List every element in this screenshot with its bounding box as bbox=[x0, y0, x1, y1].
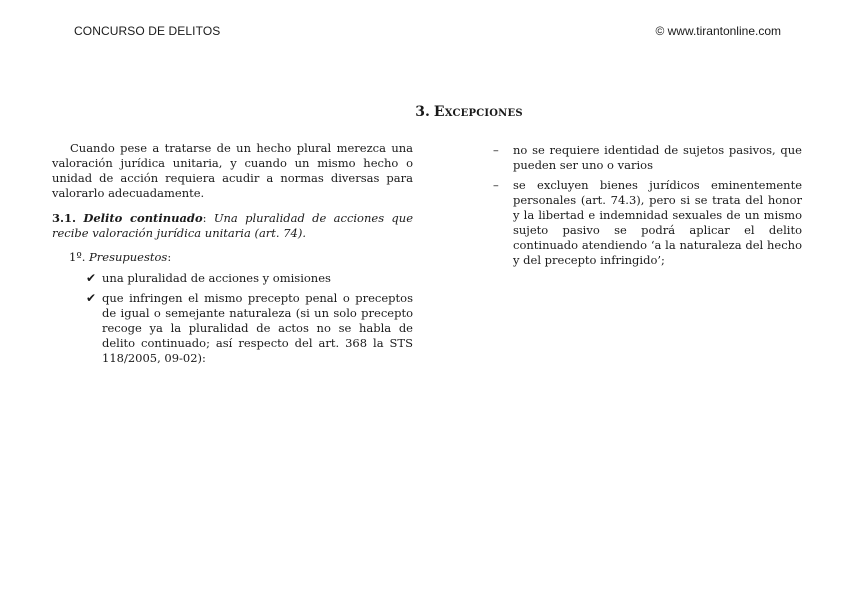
left-column bbox=[52, 141, 413, 371]
list-item-text: no se requiere identidad de sujetos pasivos, que pueden ser uno o varios bbox=[513, 143, 802, 172]
list-item bbox=[493, 178, 802, 268]
dash-bullet: – bbox=[493, 178, 499, 192]
presupuestos-ordinal: 1º. bbox=[69, 250, 86, 264]
section-title: Excepciones bbox=[433, 104, 523, 120]
running-header-copyright: © www.tirantonline.com bbox=[655, 24, 781, 38]
list-item bbox=[493, 143, 802, 173]
list-item bbox=[86, 271, 413, 286]
section-number: 3. bbox=[415, 104, 430, 120]
intro-paragraph: Cuando pese a tratarse de un hecho plural merezca una valoración jurídica unitaria, y cuando un mismo hecho o unidad de acción requiera acudir a normas diversas para valorarlo adecuadamente. bbox=[52, 141, 413, 200]
running-header-title: CONCURSO DE DELITOS bbox=[74, 24, 221, 38]
subsection-number: 3.1. bbox=[52, 211, 77, 225]
list-item-text: que infringen el mismo precepto penal o preceptos de igual o semejante naturaleza (si un solo precepto recoge ya la pluralidad de actos no se habla de delito continuado; así respecto del art. 368 la STS 118/2005, 09-02): bbox=[102, 291, 413, 365]
subsection-description: Una pluralidad de acciones que recibe valoración jurídica unitaria (art. 74). bbox=[52, 211, 413, 240]
conditions-list bbox=[493, 143, 802, 268]
list-item-text: se excluyen bienes jurídicos eminentemente personales (art. 74.3), pero si se trata del honor y la libertad e indemnidad sexuales de un mismo sujeto pasivo se podrá aplicar el delito continuado atendiendo ‘a la naturaleza del hecho y del precepto infringido’; bbox=[513, 178, 802, 267]
check-icon: ✔ bbox=[86, 271, 97, 285]
check-icon: ✔ bbox=[86, 291, 97, 305]
subsection-title: Delito continuado bbox=[83, 211, 203, 225]
list-item bbox=[86, 291, 413, 366]
section-heading bbox=[0, 104, 848, 120]
subsection-delito-continuado: 3.1. Delito continuado: Una pluralidad de acciones que recibe valoración jurídica unitaria (art. 74). bbox=[52, 211, 413, 240]
right-column bbox=[493, 143, 802, 273]
presupuestos-heading: 1º. Presupuestos: bbox=[69, 250, 172, 264]
list-item-text: una pluralidad de acciones y omisiones bbox=[102, 271, 331, 285]
dash-bullet: – bbox=[493, 143, 499, 157]
presupuestos-label: Presupuestos bbox=[89, 250, 168, 264]
presupuestos-list bbox=[52, 271, 413, 366]
